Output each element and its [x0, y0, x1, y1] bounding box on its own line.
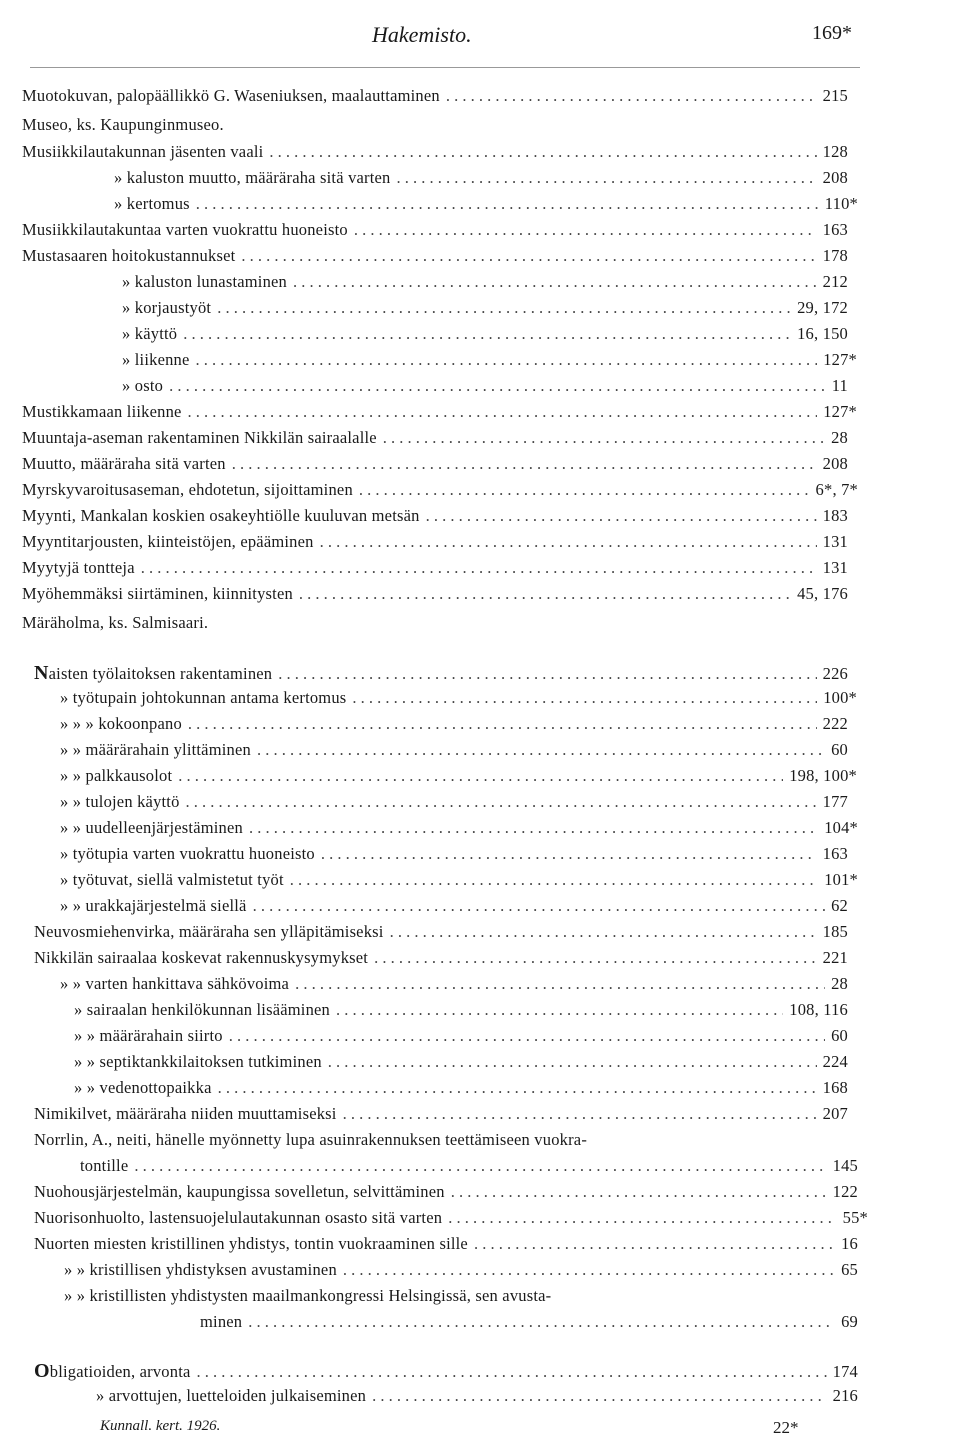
index-entry: Nikkilän sairaalaa koskevat rakennuskysymykset . . . 221 [34, 948, 848, 974]
index-entry-wrapped: » » kristillisten yhdistysten maailmankongressi Helsingissä, sen avusta- [64, 1286, 552, 1305]
index-entry: Myynti, Mankalan koskien osakeyhtiölle kuuluvan metsän . . . 183 [22, 506, 848, 532]
index-entry: Neuvosmiehenvirka, määräraha sen ylläpitämiseksi . . . 185 [34, 922, 848, 948]
index-entry: Mustasaaren hoitokustannukset . . . 178 [22, 246, 848, 272]
index-entry: Myrskyvaroitusaseman, ehdotetun, sijoittaminen . . . 6*, 7* [22, 480, 858, 506]
index-entry: » kaluston muutto, määräraha sitä varten . . . 208 [114, 168, 848, 194]
index-entry: Mustikkamaan liikenne . . . 127* [22, 402, 857, 428]
index-entry: » työtuvat, siellä valmistetut työt . . . 101* [60, 870, 858, 896]
index-entry: » » määrärahain ylittäminen . . . 60 [60, 740, 848, 766]
index-entry: Myöhemmäksi siirtäminen, kiinnitysten . . . 45, 176 [22, 584, 848, 610]
section-initial: N [34, 662, 49, 684]
index-entry: » » tulojen käyttö . . . 177 [60, 792, 848, 818]
index-entry: Naisten työlaitoksen rakentaminen . . . 226 [34, 662, 848, 688]
page-header [0, 22, 960, 52]
index-entry: » » uudelleenjärjestäminen . . . 104* [60, 818, 858, 844]
index-entry: Märäholma, ks. Salmisaari. [22, 613, 209, 632]
index-entry: » » » kokoonpano . . . 222 [60, 714, 848, 740]
index-entry: Musiikkilautakuntaa varten vuokrattu huoneisto . . . 163 [22, 220, 848, 246]
index-entry: Nuorisonhuolto, lastensuojelulautakunnan osasto sitä varten . . . 55* [34, 1208, 868, 1234]
index-entry: » » kristillisen yhdistyksen avustaminen . . . 65 [64, 1260, 858, 1286]
index-entry: » kertomus . . . 110* [114, 194, 858, 220]
footer-source: Kunnall. kert. 1926. [100, 1418, 221, 1434]
index-entry: Muotokuvan, palopäällikkö G. Waseniuksen, maalauttaminen . . . 215 [22, 86, 848, 112]
index-entry: Nimikilvet, määräraha niiden muuttamiseksi . . . 207 [34, 1104, 848, 1130]
index-entry: Musiikkilautakunnan jäsenten vaali . . . 128 [22, 142, 848, 168]
index-entry: » » vedenottopaikka . . . 168 [74, 1078, 848, 1104]
running-title: Hakemisto. [372, 22, 472, 47]
page-number: 169* [812, 22, 852, 44]
index-entry: » osto . . . 11 [122, 376, 848, 402]
index-entry: » » palkkausolot . . . 198, 100* [60, 766, 857, 792]
footer-signature: 22* [773, 1418, 799, 1437]
index-entry: » työtupia varten vuokrattu huoneisto . . . 163 [60, 844, 848, 870]
index-entry: » » varten hankittava sähkövoima . . . 28 [60, 974, 848, 1000]
index-entry: » » urakkajärjestelmä siellä . . . 62 [60, 896, 848, 922]
index-entry: minen . . . 69 [200, 1312, 858, 1338]
index-entry: » käyttö . . . 16, 150 [122, 324, 848, 350]
index-entry: Nuohousjärjestelmän, kaupungissa sovelletun, selvittäminen . . . 122 [34, 1182, 858, 1208]
index-entry: » työtupain johtokunnan antama kertomus . . . 100* [60, 688, 857, 714]
index-entry: Obligatioiden, arvonta . . . 174 [34, 1360, 858, 1386]
index-entry: » » septiktankkilaitoksen tutkiminen . . . 224 [74, 1052, 848, 1078]
index-entry: Nuorten miesten kristillinen yhdistys, tontin vuokraaminen sille . . . 16 [34, 1234, 858, 1260]
index-entry: » sairaalan henkilökunnan lisääminen . . . 108, 116 [74, 1000, 848, 1026]
index-entry: Myytyjä tontteja . . . 131 [22, 558, 848, 584]
index-entry: » arvottujen, luetteloiden julkaiseminen . . . 216 [96, 1386, 858, 1412]
index-entry-wrapped: Norrlin, A., neiti, hänelle myönnetty lupa asuinrakennuksen teettämiseen vuokra- [34, 1130, 588, 1149]
index-entry: » liikenne . . . 127* [122, 350, 857, 376]
index-entry: Muutto, määräraha sitä varten . . . 208 [22, 454, 848, 480]
index-entry: Muuntaja-aseman rakentaminen Nikkilän sairaalalle . . . 28 [22, 428, 848, 454]
index-entry: Museo, ks. Kaupunginmuseo. [22, 115, 224, 134]
header-rule [30, 67, 860, 68]
index-entry: » kaluston lunastaminen . . . 212 [122, 272, 848, 298]
index-entry: tontille . . . 145 [80, 1156, 858, 1182]
index-entry: » » määrärahain siirto . . . 60 [74, 1026, 848, 1052]
section-initial: O [34, 1360, 50, 1382]
index-entry: » korjaustyöt . . . 29, 172 [122, 298, 848, 324]
page-footer [0, 1418, 960, 1440]
index-entry: Myyntitarjousten, kiinteistöjen, epääminen . . . 131 [22, 532, 848, 558]
